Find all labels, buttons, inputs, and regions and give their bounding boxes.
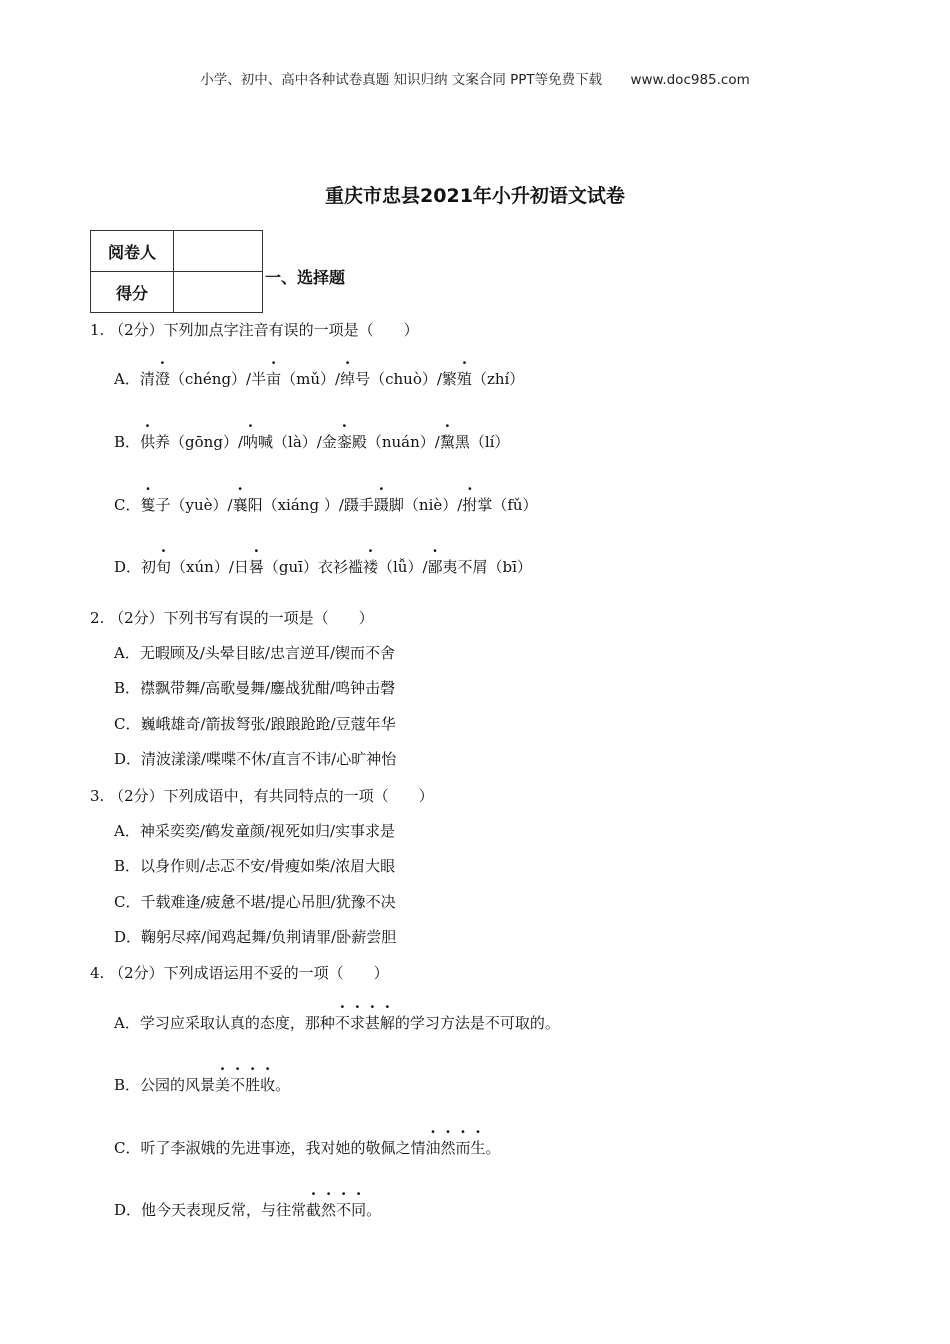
option-text: 阳（xiáng ）/蹑手 <box>247 496 374 514</box>
score-table-reviewer-label: 阅卷人 <box>91 231 174 272</box>
option-text: D．初 <box>114 558 157 576</box>
question-2-option-b <box>114 677 395 698</box>
dotted-character: 晷 <box>248 558 264 576</box>
option-text: 子（yuè）/ <box>155 496 233 514</box>
option-text: （mǔ）/ <box>281 370 341 388</box>
score-table-reviewer-cell <box>174 231 263 272</box>
option-text: C． <box>114 496 141 514</box>
option-text: 夷不屑（bī） <box>442 558 532 576</box>
dotted-character: 而 <box>455 1139 471 1157</box>
dotted-character: 呐 <box>243 433 259 451</box>
dotted-character: 油 <box>425 1139 441 1157</box>
dotted-character: 不 <box>334 1014 350 1032</box>
option-text: D．他今天表现反常，与往常 <box>114 1201 307 1219</box>
option-text: （xún）/日 <box>171 558 249 576</box>
dotted-character: 截 <box>306 1201 322 1219</box>
dotted-character: 胜 <box>245 1076 261 1094</box>
option-text: 。 <box>275 1076 291 1094</box>
score-table <box>90 230 263 313</box>
header-site-link[interactable]: www.doc985.com <box>630 72 750 88</box>
option-text: B． <box>114 433 141 451</box>
option-text: 脚（niè）/ <box>388 496 463 514</box>
question-1-option-a <box>114 368 524 389</box>
option-text: （guī）衣衫褴 <box>263 558 363 576</box>
question-3-option-b <box>114 855 395 876</box>
dotted-character: 甚 <box>364 1014 380 1032</box>
question-1-option-c <box>114 494 538 515</box>
dotted-character: 供 <box>140 433 156 451</box>
question-4-option-a <box>114 1012 560 1033</box>
score-table-score-cell <box>174 272 263 313</box>
dotted-character: 求 <box>349 1014 365 1032</box>
option-text: 的学习方法是不可取的。 <box>394 1014 560 1032</box>
score-table-score-label: 得分 <box>91 272 174 313</box>
question-2-option-a <box>114 642 395 663</box>
dotted-character: 然 <box>321 1201 337 1219</box>
option-text: C．千载难逢/疲惫不堪/提心吊胆/犹豫不决 <box>114 893 396 911</box>
option-text: 掌（fǔ） <box>477 496 538 514</box>
dotted-character: 殖 <box>456 370 472 388</box>
header-text: 小学、初中、高中各种试卷真题 知识归纳 文案合同 PPT等免费下载 <box>200 72 603 88</box>
question-2-option-d <box>114 748 396 769</box>
dotted-character: 澄 <box>154 370 170 388</box>
question-3-stem: 3. （2分）下列成语中，有共同特点的一项（ ） <box>90 787 434 805</box>
option-text: A．神采奕奕/鹤发童颜/视死如归/实事求是 <box>114 822 395 840</box>
question-2-stem: 2. （2分）下列书写有误的一项是（ ） <box>90 609 374 627</box>
dotted-character: 然 <box>440 1139 456 1157</box>
option-text: 殿（nuán）/ <box>351 433 440 451</box>
option-text: 黑（lí） <box>454 433 510 451</box>
question-2-option-c <box>114 713 396 734</box>
option-text: C．巍峨雄奇/箭拔弩张/踉踉跄跄/豆蔻年华 <box>114 715 396 733</box>
dotted-character: 美 <box>215 1076 231 1094</box>
dotted-character: 拊 <box>462 496 478 514</box>
option-text: 号（chuò）/繁 <box>355 370 457 388</box>
dotted-character: 绰 <box>340 370 356 388</box>
question-3-option-c <box>114 891 396 912</box>
question-3-option-d <box>114 926 396 947</box>
dotted-character: 鄙 <box>427 558 443 576</box>
question-3-option-a <box>114 820 395 841</box>
dotted-character: 銮 <box>336 433 352 451</box>
option-text: B．公园的风景 <box>114 1076 216 1094</box>
option-text: C．听了李淑娥的先进事迹，我对她的敬佩之情 <box>114 1139 426 1157</box>
question-1-stem: 1. （2分）下列加点字注音有误的一项是（ ） <box>90 321 419 339</box>
dotted-character: 篗 <box>140 496 156 514</box>
dotted-character: 不 <box>336 1201 352 1219</box>
option-text: A．清 <box>114 370 155 388</box>
option-text: 喊（là）/金 <box>258 433 337 451</box>
dotted-character: 生 <box>470 1139 486 1157</box>
dotted-character: 襄 <box>232 496 248 514</box>
dotted-character: 不 <box>230 1076 246 1094</box>
page-header <box>0 68 950 88</box>
option-text: A．无暇顾及/头晕目眩/忠言逆耳/锲而不舍 <box>114 644 395 662</box>
dotted-character: 收 <box>260 1076 276 1094</box>
page-title: 重庆市忠县2021年小升初语文试卷 <box>325 185 625 207</box>
dotted-character: 亩 <box>266 370 282 388</box>
section-heading: 一、选择题 <box>265 268 346 287</box>
dotted-character: 褛 <box>362 558 378 576</box>
option-text: （chéng）/半 <box>169 370 267 388</box>
option-text: A．学习应采取认真的态度，那种 <box>114 1014 335 1032</box>
dotted-character: 蹑 <box>373 496 389 514</box>
option-text: D．清波漾漾/喋喋不休/直言不讳/心旷神怡 <box>114 750 397 768</box>
dotted-character: 黧 <box>439 433 455 451</box>
question-1-option-b <box>114 431 509 452</box>
question-4-option-d <box>114 1199 381 1220</box>
option-text: 。 <box>485 1139 501 1157</box>
question-1-option-d <box>114 556 532 577</box>
question-4-option-c <box>114 1137 501 1158</box>
option-text: （lǚ）/ <box>377 558 428 576</box>
dotted-character: 解 <box>379 1014 395 1032</box>
option-text: 养（gōng）/ <box>155 433 243 451</box>
option-text: 。 <box>366 1201 382 1219</box>
option-text: B．襟飘带舞/高歌曼舞/鏖战犹酣/鸣钟击磬 <box>114 679 396 697</box>
dotted-character: 旬 <box>156 558 172 576</box>
question-4-option-b <box>114 1074 290 1095</box>
option-text: D．鞠躬尽瘁/闻鸡起舞/负荆请罪/卧薪尝胆 <box>114 928 397 946</box>
dotted-character: 同 <box>351 1201 367 1219</box>
question-4-stem: 4. （2分）下列成语运用不妥的一项（ ） <box>90 964 389 982</box>
option-text: （zhí） <box>471 370 525 388</box>
option-text: B．以身作则/忐忑不安/骨瘦如柴/浓眉大眼 <box>114 857 396 875</box>
